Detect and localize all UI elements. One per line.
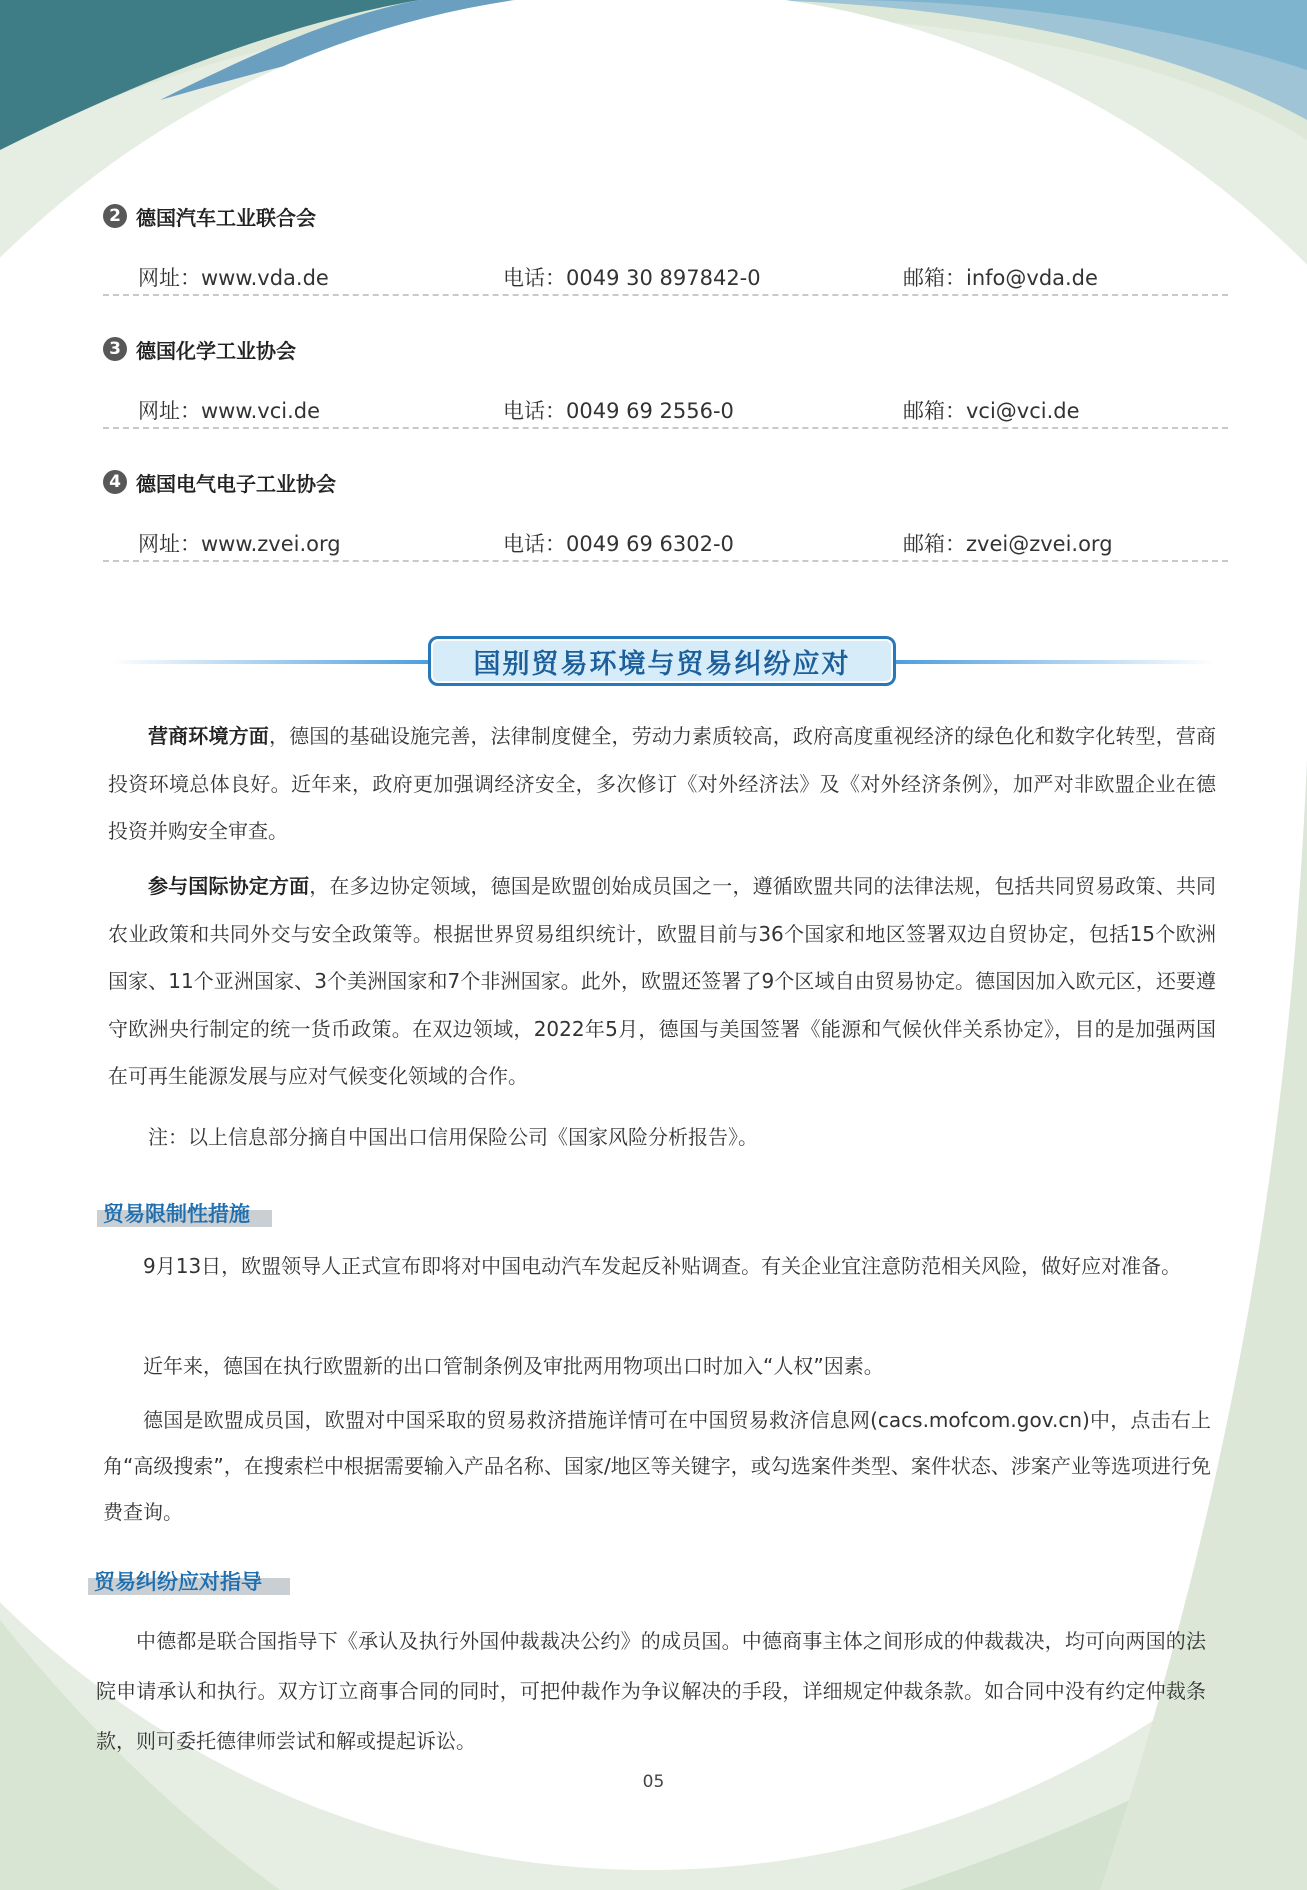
organization-entry [103,331,1228,429]
business-environment-text: ，德国的基础设施完善，法律制度健全，劳动力素质较高，政府高度重视经济的绿色化和数字化转型，营商投资环境总体良好。近年来，政府更加强调经济安全，多次修订《对外经济法》及《对外经济条例》，加严对非欧盟企业在德投资并购安全审查。 [108,724,1217,843]
international-agreements-lead: 参与国际协定方面 [148,874,310,898]
organization-name: 德国汽车工业联合会 [136,205,316,230]
organization-header [103,464,1228,500]
organization-contact-row [103,387,1228,429]
number-badge: 4 [103,470,127,494]
email-text: 邮箱：vci@vci.de [903,399,1080,423]
organization-header [103,331,1228,367]
dispute-guidance-paragraph: 中德都是联合国指导下《承认及执行外国仲裁裁决公约》的成员国。中德商事主体之间形成的仲裁裁决，均可向两国的法院申请承认和执行。双方订立商事合同的同时，可把仲裁作为争议解决的手段，详细规定仲裁条款。如合同中没有约定仲裁条款，则可委托德律师尝试和解或提起诉讼。 [96,1629,1206,1753]
banner-line-left [110,660,430,664]
number-badge: 3 [103,337,127,361]
trade-restriction-paragraph-2: 近年来，德国在执行欧盟新的出口管制条例及审批两用物项出口时加入“人权”因素。 [143,1354,884,1378]
email-text: 邮箱：info@vda.de [903,266,1098,290]
organization-entry [103,198,1228,296]
dispute-guidance-heading [88,1566,262,1598]
dashed-divider [103,427,1228,429]
business-environment-paragraph [108,713,1216,856]
organization-header [103,198,1228,234]
website-text: 网址：www.vci.de [138,399,321,423]
organization-contact-row [103,254,1228,296]
international-agreements-text: ，在多边协定领域，德国是欧盟创始成员国之一，遵循欧盟共同的法律法规，包括共同贸易政策、共同农业政策和共同外交与安全政策等。根据世界贸易组织统计，欧盟目前与36个国家和地区签署双边自贸协定，包括15个欧洲国家、11个亚洲国家、3个美洲国家和7个非洲国家。此外，欧盟还签署了9个区域自由贸易协定。德国因加入欧元区，还要遵守欧洲央行制定的统一货币政策。在双边领域，2022年5月，德国与美国签署《能源和气候伙伴关系协定》，目的是加强两国在可再生能源发展与应对气候变化领域的合作。 [108,874,1217,1088]
banner-line-right [895,660,1215,664]
section-title: 国别贸易环境与贸易纠纷应对 [473,648,851,680]
email-text: 邮箱：zvei@zvei.org [903,532,1113,556]
dashed-divider [103,294,1228,296]
phone-text: 电话：0049 69 2556-0 [503,399,734,423]
business-environment-lead: 营商环境方面 [148,724,269,748]
organization-contact-row [103,520,1228,562]
number-badge: 2 [103,204,127,228]
section-banner [110,636,1215,688]
trade-restriction-paragraph-1: 9月13日，欧盟领导人正式宣布即将对中国电动汽车发起反补贴调查。有关企业宜注意防范相关风险，做好应对准备。 [143,1254,1182,1278]
source-note: 注：以上信息部分摘自中国出口信用保险公司《国家风险分析报告》。 [148,1125,758,1149]
website-text: 网址：www.vda.de [138,266,329,290]
page-number: 05 [642,1772,665,1792]
trade-restriction-paragraph-3: 德国是欧盟成员国，欧盟对中国采取的贸易救济措施详情可在中国贸易救济信息网(cacs.mofcom.gov.cn)中，点击右上角“高级搜索”，在搜索栏中根据需要输入产品名称、国家/地区等关键字，或勾选案件类型、案件状态、涉案产业等选项进行免费查询。 [103,1408,1211,1524]
dashed-divider [103,560,1228,562]
phone-text: 电话：0049 69 6302-0 [503,532,734,556]
trade-restrictions-heading [97,1198,250,1230]
organization-entry [103,464,1228,562]
organization-name: 德国电气电子工业协会 [136,471,336,496]
organization-name: 德国化学工业协会 [136,338,296,363]
dispute-guidance-title: 贸易纠纷应对指导 [94,1570,262,1594]
trade-restrictions-title: 贸易限制性措施 [103,1202,250,1226]
phone-text: 电话：0049 30 897842-0 [503,266,761,290]
website-text: 网址：www.zvei.org [138,532,341,556]
banner-box [428,636,896,686]
international-agreements-paragraph [108,863,1216,1101]
